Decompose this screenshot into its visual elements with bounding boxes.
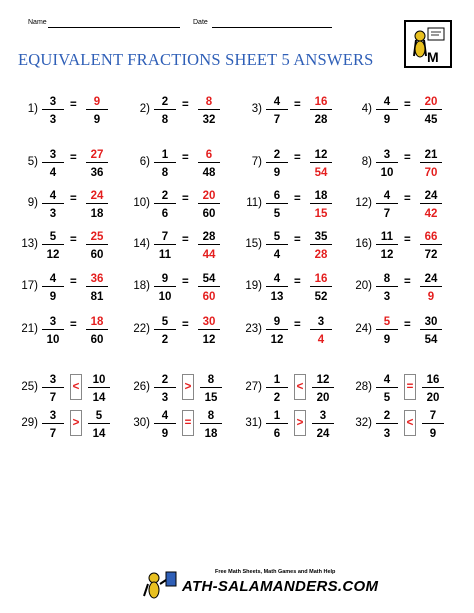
salamander-mascot-icon — [140, 568, 184, 602]
comparison-sign: = — [404, 374, 416, 400]
problem — [14, 225, 124, 265]
svg-text:M: M — [427, 49, 439, 65]
equivalent-fraction-denominator: 54 — [314, 167, 328, 179]
given-fraction — [376, 95, 398, 127]
given-fraction-numerator: 8 — [376, 272, 398, 287]
equivalent-fraction — [86, 272, 108, 304]
equivalent-fraction — [86, 95, 108, 127]
given-fraction-denominator: 7 — [383, 208, 391, 220]
right-fraction-numerator: 12 — [312, 373, 334, 388]
comparison-sign: > — [70, 410, 82, 436]
equivalent-fraction-denominator: 28 — [314, 114, 328, 126]
equivalent-fraction-numerator: 12 — [310, 148, 332, 163]
left-fraction — [376, 373, 398, 405]
left-fraction-numerator: 2 — [154, 373, 176, 388]
problem-number: 19) — [245, 280, 262, 292]
problem-number: 2) — [139, 103, 150, 115]
equals-sign: = — [70, 319, 77, 331]
problem-number: 8) — [361, 156, 372, 168]
given-fraction-denominator: 4 — [49, 167, 57, 179]
equivalent-fraction — [198, 95, 220, 127]
equivalent-fraction-numerator: 20 — [420, 95, 442, 110]
equivalent-fraction-numerator: 36 — [86, 272, 108, 287]
given-fraction-numerator: 7 — [154, 230, 176, 245]
given-fraction-denominator: 2 — [161, 334, 169, 346]
equals-sign: = — [70, 193, 77, 205]
given-fraction-denominator: 7 — [273, 114, 281, 126]
equivalent-fraction — [310, 148, 332, 180]
given-fraction — [376, 272, 398, 304]
problem-number: 17) — [21, 280, 38, 292]
right-fraction-numerator: 5 — [88, 409, 110, 424]
equals-sign: = — [404, 152, 411, 164]
equivalent-fraction-numerator: 21 — [420, 148, 442, 163]
problem-number: 29) — [21, 417, 38, 429]
equivalent-fraction-denominator: 28 — [314, 249, 328, 261]
given-fraction-denominator: 9 — [273, 167, 281, 179]
given-fraction — [154, 315, 176, 347]
given-fraction-numerator: 4 — [266, 272, 288, 287]
given-fraction-numerator: 4 — [376, 95, 398, 110]
given-fraction-numerator: 3 — [42, 148, 64, 163]
problem — [14, 310, 124, 350]
given-fraction-denominator: 9 — [383, 114, 391, 126]
right-fraction-numerator: 8 — [200, 373, 222, 388]
problem-number: 21) — [21, 323, 38, 335]
equals-sign: = — [294, 193, 301, 205]
problem — [126, 184, 236, 224]
equivalent-fraction — [310, 230, 332, 262]
given-fraction — [42, 148, 64, 180]
equivalent-fraction-denominator: 60 — [90, 249, 104, 261]
equivalent-fraction-numerator: 24 — [420, 189, 442, 204]
comparison-sign: < — [404, 410, 416, 436]
equals-sign: = — [404, 276, 411, 288]
problem-number: 4) — [361, 103, 372, 115]
equivalent-fraction-numerator: 25 — [86, 230, 108, 245]
equals-sign: = — [294, 99, 301, 111]
equals-sign: = — [182, 193, 189, 205]
given-fraction-denominator: 11 — [158, 249, 172, 261]
equivalent-fraction — [86, 189, 108, 221]
given-fraction-denominator: 9 — [383, 334, 391, 346]
problem — [14, 90, 124, 130]
problem-number: 13) — [21, 238, 38, 250]
compare-problem — [348, 368, 458, 408]
right-fraction-numerator: 8 — [200, 409, 222, 424]
given-fraction-denominator: 12 — [380, 249, 394, 261]
compare-problem — [14, 404, 124, 444]
equivalent-fraction-numerator: 54 — [198, 272, 220, 287]
left-fraction — [42, 409, 64, 441]
problem — [14, 143, 124, 183]
left-fraction — [266, 409, 288, 441]
problem-number: 1) — [27, 103, 38, 115]
equivalent-fraction-numerator: 24 — [420, 272, 442, 287]
problem — [348, 267, 458, 307]
date-label: Date — [193, 19, 208, 26]
left-fraction-denominator: 3 — [161, 392, 169, 404]
equivalent-fraction — [86, 148, 108, 180]
compare-problem — [14, 368, 124, 408]
right-fraction-numerator: 10 — [88, 373, 110, 388]
right-fraction-denominator: 15 — [204, 392, 218, 404]
equals-sign: = — [182, 319, 189, 331]
problem — [14, 184, 124, 224]
equivalent-fraction — [198, 272, 220, 304]
equivalent-fraction-denominator: 18 — [90, 208, 104, 220]
equivalent-fraction-denominator: 4 — [317, 334, 325, 346]
equals-sign: = — [182, 152, 189, 164]
problem-number: 26) — [133, 381, 150, 393]
equivalent-fraction-numerator: 30 — [420, 315, 442, 330]
problem-number: 24) — [355, 323, 372, 335]
left-fraction — [154, 409, 176, 441]
equivalent-fraction — [198, 315, 220, 347]
given-fraction — [42, 189, 64, 221]
footer-tagline: Free Math Sheets, Math Games and Math Help — [215, 569, 336, 575]
left-fraction-numerator: 3 — [42, 373, 64, 388]
given-fraction — [42, 95, 64, 127]
given-fraction-denominator: 3 — [49, 208, 57, 220]
right-fraction — [422, 373, 444, 405]
given-fraction-numerator: 9 — [266, 315, 288, 330]
given-fraction-numerator: 5 — [376, 315, 398, 330]
given-fraction-numerator: 3 — [376, 148, 398, 163]
equivalent-fraction-denominator: 72 — [424, 249, 438, 261]
problem-number: 15) — [245, 238, 262, 250]
given-fraction-denominator: 4 — [273, 249, 281, 261]
problem — [238, 267, 348, 307]
given-fraction — [376, 189, 398, 221]
left-fraction — [154, 373, 176, 405]
equivalent-fraction — [310, 272, 332, 304]
equivalent-fraction-numerator: 27 — [86, 148, 108, 163]
given-fraction-numerator: 5 — [154, 315, 176, 330]
left-fraction-numerator: 2 — [376, 409, 398, 424]
equivalent-fraction — [420, 95, 442, 127]
right-fraction-denominator: 20 — [316, 392, 330, 404]
problem-number: 16) — [355, 238, 372, 250]
given-fraction-numerator: 3 — [42, 315, 64, 330]
right-fraction — [312, 409, 334, 441]
right-fraction-denominator: 9 — [429, 428, 437, 440]
left-fraction-numerator: 3 — [42, 409, 64, 424]
equals-sign: = — [70, 276, 77, 288]
right-fraction — [422, 409, 444, 441]
right-fraction-denominator: 14 — [92, 428, 106, 440]
problem — [126, 90, 236, 130]
given-fraction — [266, 189, 288, 221]
given-fraction-denominator: 9 — [49, 291, 57, 303]
page-title: EQUIVALENT FRACTIONS SHEET 5 ANSWERS — [18, 50, 374, 69]
given-fraction-numerator: 2 — [154, 95, 176, 110]
problem — [348, 90, 458, 130]
compare-problem — [126, 368, 236, 408]
equivalent-fraction-numerator: 28 — [198, 230, 220, 245]
equivalent-fraction — [420, 272, 442, 304]
equivalent-fraction-denominator: 9 — [93, 114, 101, 126]
given-fraction — [376, 230, 398, 262]
problem-number: 22) — [133, 323, 150, 335]
left-fraction-denominator: 5 — [383, 392, 391, 404]
problem — [126, 143, 236, 183]
equivalent-fraction — [310, 189, 332, 221]
right-fraction — [200, 373, 222, 405]
given-fraction-denominator: 3 — [383, 291, 391, 303]
problem — [126, 310, 236, 350]
compare-problem — [238, 404, 348, 444]
equivalent-fraction-numerator: 8 — [198, 95, 220, 110]
given-fraction — [266, 272, 288, 304]
problem — [348, 143, 458, 183]
given-fraction-denominator: 3 — [49, 114, 57, 126]
given-fraction-denominator: 5 — [273, 208, 281, 220]
given-fraction-numerator: 2 — [266, 148, 288, 163]
equivalent-fraction-denominator: 54 — [424, 334, 438, 346]
equivalent-fraction-numerator: 16 — [310, 95, 332, 110]
name-label: Name — [28, 19, 47, 26]
left-fraction-denominator: 3 — [383, 428, 391, 440]
equivalent-fraction-numerator: 3 — [310, 315, 332, 330]
right-fraction-denominator: 20 — [426, 392, 440, 404]
equivalent-fraction-denominator: 12 — [202, 334, 216, 346]
equals-sign: = — [182, 234, 189, 246]
equals-sign: = — [404, 193, 411, 205]
problem-number: 20) — [355, 280, 372, 292]
given-fraction-denominator: 10 — [380, 167, 394, 179]
equivalent-fraction-denominator: 60 — [202, 291, 216, 303]
equivalent-fraction-denominator: 36 — [90, 167, 104, 179]
equivalent-fraction-denominator: 9 — [427, 291, 435, 303]
given-fraction — [154, 148, 176, 180]
compare-problem — [238, 368, 348, 408]
given-fraction — [266, 95, 288, 127]
comparison-sign: = — [182, 410, 194, 436]
problem — [126, 225, 236, 265]
right-fraction-numerator: 3 — [312, 409, 334, 424]
equivalent-fraction — [310, 315, 332, 347]
problem-number: 32) — [355, 417, 372, 429]
equals-sign: = — [404, 319, 411, 331]
given-fraction-denominator: 12 — [46, 249, 60, 261]
equivalent-fraction — [420, 230, 442, 262]
given-fraction-numerator: 11 — [376, 230, 398, 245]
problem — [238, 143, 348, 183]
equals-sign: = — [294, 152, 301, 164]
left-fraction-denominator: 6 — [273, 428, 281, 440]
equivalent-fraction-numerator: 18 — [310, 189, 332, 204]
problem — [238, 90, 348, 130]
given-fraction — [266, 315, 288, 347]
given-fraction-denominator: 10 — [46, 334, 60, 346]
problem — [126, 267, 236, 307]
problem — [348, 225, 458, 265]
equivalent-fraction-numerator: 16 — [310, 272, 332, 287]
given-fraction-denominator: 8 — [161, 167, 169, 179]
left-fraction — [266, 373, 288, 405]
given-fraction-numerator: 5 — [266, 230, 288, 245]
equivalent-fraction-denominator: 48 — [202, 167, 216, 179]
problem — [14, 267, 124, 307]
equivalent-fraction — [198, 189, 220, 221]
equivalent-fraction-denominator: 60 — [90, 334, 104, 346]
equals-sign: = — [294, 276, 301, 288]
left-fraction-numerator: 1 — [266, 373, 288, 388]
problem — [348, 184, 458, 224]
problem-number: 23) — [245, 323, 262, 335]
problem-number: 28) — [355, 381, 372, 393]
equivalent-fraction — [198, 148, 220, 180]
equivalent-fraction-numerator: 18 — [86, 315, 108, 330]
given-fraction-numerator: 6 — [266, 189, 288, 204]
given-fraction — [266, 148, 288, 180]
equivalent-fraction-numerator: 9 — [86, 95, 108, 110]
comparison-sign: > — [182, 374, 194, 400]
equals-sign: = — [182, 99, 189, 111]
right-fraction — [312, 373, 334, 405]
equivalent-fraction — [86, 230, 108, 262]
problem — [238, 310, 348, 350]
equivalent-fraction-numerator: 20 — [198, 189, 220, 204]
equivalent-fraction — [420, 148, 442, 180]
given-fraction — [154, 230, 176, 262]
compare-problem — [348, 404, 458, 444]
given-fraction-numerator: 4 — [266, 95, 288, 110]
problem — [238, 184, 348, 224]
given-fraction-numerator: 3 — [42, 95, 64, 110]
comparison-sign: < — [70, 374, 82, 400]
equivalent-fraction — [420, 315, 442, 347]
given-fraction-numerator: 4 — [42, 189, 64, 204]
right-fraction-denominator: 14 — [92, 392, 106, 404]
problem-number: 3) — [251, 103, 262, 115]
equivalent-fraction-numerator: 30 — [198, 315, 220, 330]
compare-problem — [126, 404, 236, 444]
given-fraction — [154, 95, 176, 127]
given-fraction-numerator: 5 — [42, 230, 64, 245]
given-fraction-numerator: 2 — [154, 189, 176, 204]
given-fraction-numerator: 4 — [42, 272, 64, 287]
given-fraction-denominator: 8 — [161, 114, 169, 126]
equivalent-fraction — [198, 230, 220, 262]
problem-number: 27) — [245, 381, 262, 393]
equals-sign: = — [182, 276, 189, 288]
problem — [348, 310, 458, 350]
problem-number: 9) — [27, 197, 38, 209]
equals-sign: = — [404, 99, 411, 111]
equivalent-fraction-denominator: 32 — [202, 114, 216, 126]
given-fraction-numerator: 9 — [154, 272, 176, 287]
right-fraction-denominator: 18 — [204, 428, 218, 440]
problem-number: 10) — [133, 197, 150, 209]
equals-sign: = — [70, 99, 77, 111]
given-fraction — [42, 272, 64, 304]
problem-number: 11) — [246, 197, 262, 209]
problem-number: 30) — [133, 417, 150, 429]
comparison-sign: < — [294, 374, 306, 400]
left-fraction-numerator: 1 — [266, 409, 288, 424]
given-fraction — [376, 148, 398, 180]
given-fraction — [42, 230, 64, 262]
problem-number: 6) — [139, 156, 150, 168]
equivalent-fraction — [420, 189, 442, 221]
right-fraction — [88, 409, 110, 441]
problem — [238, 225, 348, 265]
equivalent-fraction-denominator: 44 — [202, 249, 216, 261]
problem-number: 25) — [21, 381, 38, 393]
given-fraction — [266, 230, 288, 262]
left-fraction-denominator: 2 — [273, 392, 281, 404]
problem-number: 12) — [355, 197, 372, 209]
equivalent-fraction-numerator: 35 — [310, 230, 332, 245]
given-fraction-denominator: 13 — [270, 291, 284, 303]
problem-number: 14) — [133, 238, 150, 250]
equivalent-fraction — [86, 315, 108, 347]
left-fraction — [42, 373, 64, 405]
right-fraction-numerator: 7 — [422, 409, 444, 424]
given-fraction-numerator: 1 — [154, 148, 176, 163]
left-fraction-numerator: 4 — [154, 409, 176, 424]
given-fraction — [154, 189, 176, 221]
given-fraction — [376, 315, 398, 347]
given-fraction-denominator: 12 — [270, 334, 284, 346]
right-fraction-denominator: 24 — [316, 428, 330, 440]
equivalent-fraction-numerator: 24 — [86, 189, 108, 204]
equivalent-fraction-denominator: 45 — [424, 114, 438, 126]
given-fraction-denominator: 6 — [161, 208, 169, 220]
problem-number: 31) — [245, 417, 262, 429]
equals-sign: = — [294, 319, 301, 331]
footer-brand: ATH-SALAMANDERS.COM — [182, 578, 379, 595]
right-fraction-numerator: 16 — [422, 373, 444, 388]
right-fraction — [200, 409, 222, 441]
equivalent-fraction-denominator: 42 — [424, 208, 438, 220]
right-fraction — [88, 373, 110, 405]
problem-number: 18) — [133, 280, 150, 292]
left-fraction-denominator: 9 — [161, 428, 169, 440]
problem-number: 7) — [251, 156, 262, 168]
equivalent-fraction-denominator: 81 — [90, 291, 104, 303]
equals-sign: = — [70, 234, 77, 246]
given-fraction-numerator: 4 — [376, 189, 398, 204]
equivalent-fraction-denominator: 15 — [314, 208, 328, 220]
left-fraction-denominator: 7 — [49, 392, 57, 404]
given-fraction — [42, 315, 64, 347]
equivalent-fraction-denominator: 52 — [314, 291, 328, 303]
left-fraction — [376, 409, 398, 441]
equivalent-fraction — [310, 95, 332, 127]
given-fraction-denominator: 10 — [158, 291, 172, 303]
left-fraction-denominator: 7 — [49, 428, 57, 440]
equals-sign: = — [70, 152, 77, 164]
left-fraction-numerator: 4 — [376, 373, 398, 388]
equals-sign: = — [404, 234, 411, 246]
comparison-sign: > — [294, 410, 306, 436]
equivalent-fraction-denominator: 70 — [424, 167, 438, 179]
problem-number: 5) — [27, 156, 38, 168]
equivalent-fraction-numerator: 6 — [198, 148, 220, 163]
given-fraction — [154, 272, 176, 304]
equals-sign: = — [294, 234, 301, 246]
equivalent-fraction-denominator: 60 — [202, 208, 216, 220]
equivalent-fraction-numerator: 66 — [420, 230, 442, 245]
